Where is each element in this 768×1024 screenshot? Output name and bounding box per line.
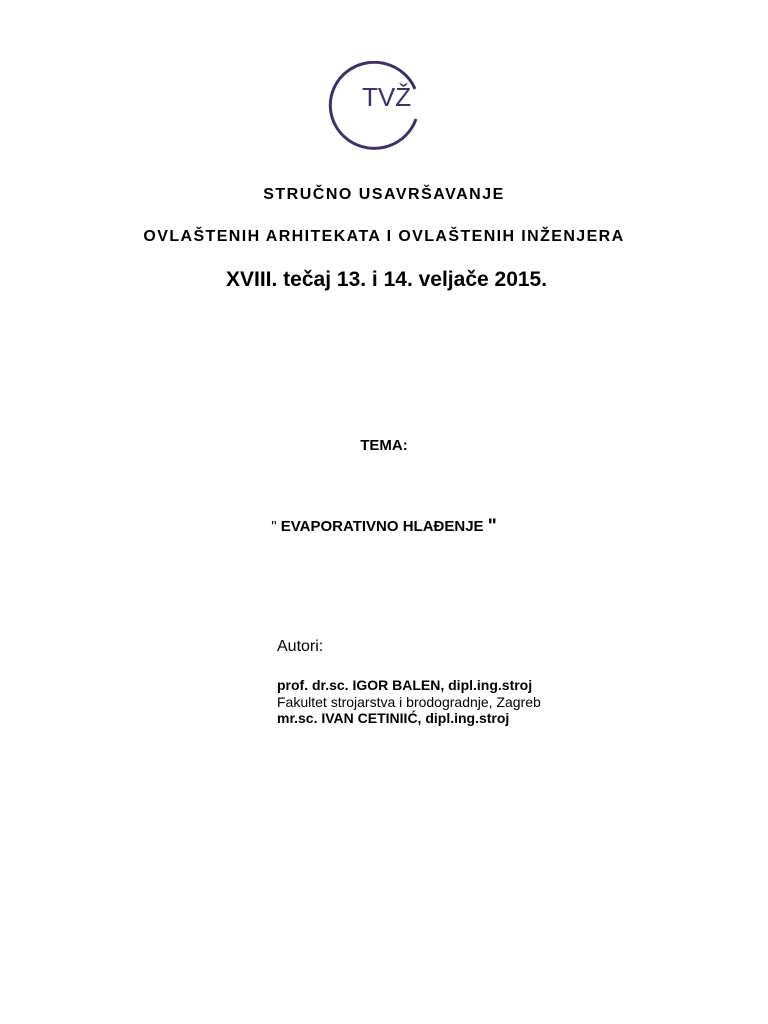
topic-open-quote: " bbox=[271, 518, 277, 535]
author-2: mr.sc. IVAN CETINIIĆ, dipl.ing.stroj bbox=[277, 710, 510, 726]
course-title: XVIII. tečaj 13. i 14. veljače 2015. bbox=[226, 268, 548, 291]
topic-close-quote: " bbox=[487, 516, 497, 537]
tema-label: TEMA: bbox=[360, 437, 408, 454]
logo-text: TVŽ bbox=[362, 82, 412, 112]
heading-line-1: STRUČNO USAVRŠAVANJE bbox=[263, 186, 505, 203]
topic-title: EVAPORATIVNO HLAĐENJE bbox=[280, 518, 484, 535]
heading-line-2: OVLAŠTENIH ARHITEKATA I OVLAŠTENIH INŽENJERA bbox=[143, 228, 625, 245]
author-1-affiliation: Fakultet strojarstva i brodogradnje, Zagreb bbox=[277, 693, 541, 710]
authors-list bbox=[277, 677, 541, 727]
author-1: prof. dr.sc. IGOR BALEN, dipl.ing.stroj bbox=[277, 677, 533, 693]
topic-line bbox=[0, 516, 768, 538]
authors-label: Autori: bbox=[277, 638, 324, 655]
